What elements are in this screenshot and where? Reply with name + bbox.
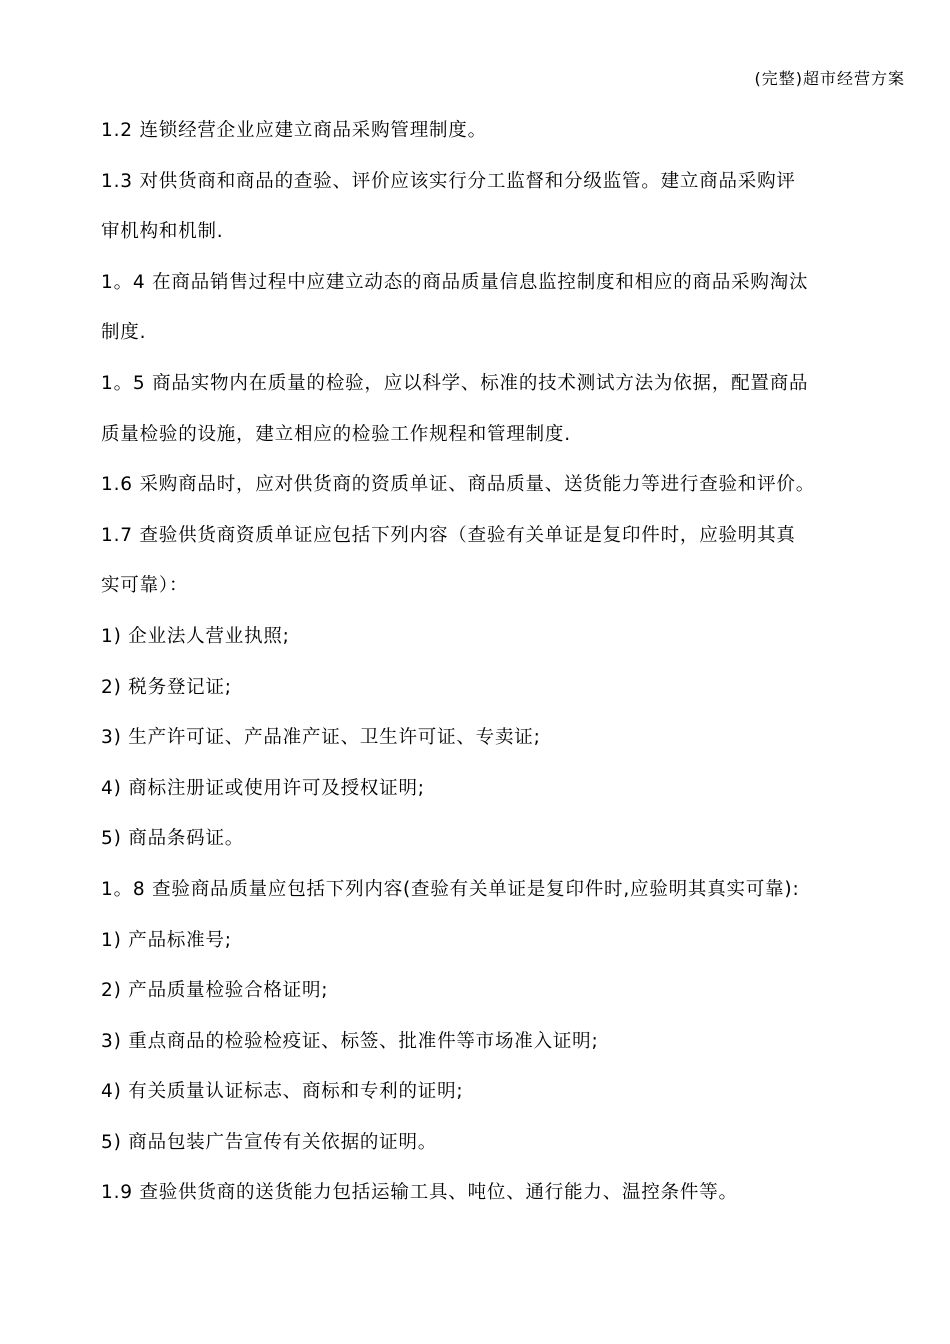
list-item: 4) 有关质量认证标志、商标和专利的证明;	[101, 1081, 464, 1103]
list-item: 3) 重点商品的检验检疫证、标签、批准件等市场准入证明;	[101, 1030, 599, 1052]
text-line: 1.6 采购商品时，应对供货商的资质单证、商品质量、送货能力等进行查验和评价。	[101, 474, 816, 496]
text-line: 1。8 查验商品质量应包括下列内容(查验有关单证是复印件时,应验明其真实可靠):	[101, 878, 800, 900]
list-item: 4) 商标注册证或使用许可及授权证明;	[101, 777, 425, 799]
document-body	[101, 112, 861, 1225]
text-line: 1。5 商品实物内在质量的检验，应以科学、标准的技术测试方法为依据，配置商品	[101, 372, 809, 394]
text-line: 审机构和机制.	[101, 221, 224, 243]
list-item: 5) 商品包装广告宣传有关依据的证明。	[101, 1131, 438, 1153]
running-header: (完整)超市经营方案	[754, 69, 905, 88]
list-item: 5) 商品条码证。	[101, 828, 245, 850]
text-line: 1。4 在商品销售过程中应建立动态的商品质量信息监控制度和相应的商品采购淘汰	[101, 271, 809, 293]
text-line: 制度.	[101, 322, 147, 344]
text-line: 1.2 连锁经营企业应建立商品采购管理制度。	[101, 120, 487, 141]
text-line: 1.9 查验供货商的送货能力包括运输工具、吨位、通行能力、温控条件等。	[101, 1182, 738, 1204]
text-line: 实可靠）：	[101, 575, 189, 597]
list-item: 1) 产品标准号;	[101, 929, 232, 951]
text-line: 1.3 对供货商和商品的查验、评价应该实行分工监督和分级监管。建立商品采购评	[101, 170, 796, 192]
text-line: 1.7 查验供货商资质单证应包括下列内容（查验有关单证是复印件时，应验明其真	[101, 524, 796, 546]
list-item: 2) 产品质量检验合格证明;	[101, 980, 329, 1002]
list-item: 1) 企业法人营业执照;	[101, 625, 290, 647]
text-line: 质量检验的设施，建立相应的检验工作规程和管理制度.	[101, 423, 571, 445]
list-item: 2) 税务登记证;	[101, 676, 232, 698]
list-item: 3) 生产许可证、产品准产证、卫生许可证、专卖证;	[101, 727, 541, 749]
